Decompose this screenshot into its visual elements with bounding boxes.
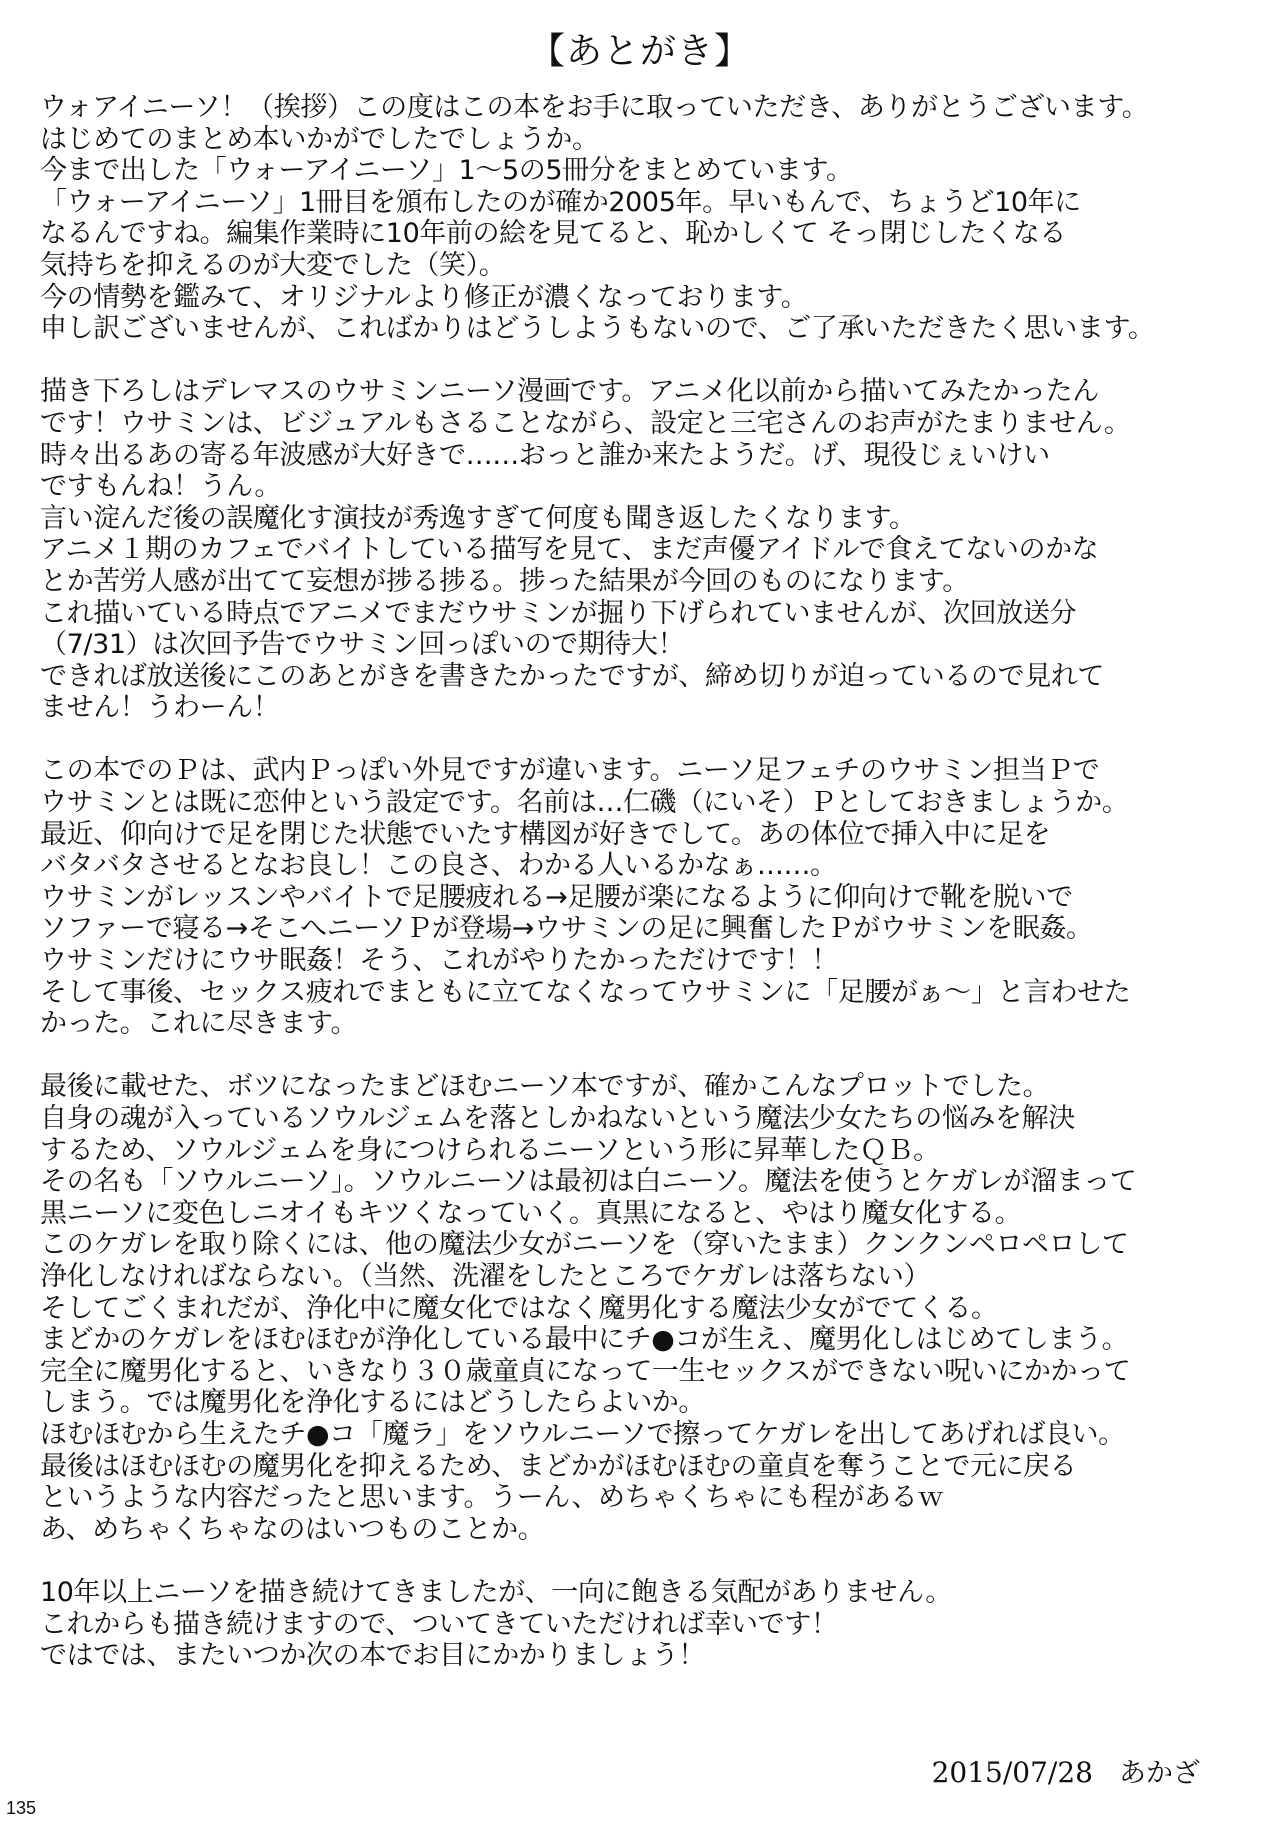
paragraph xyxy=(40,1577,1260,1672)
afterword-body xyxy=(40,92,1260,1672)
page-title: 【あとがき】 xyxy=(528,31,751,72)
text-line: その名も「ソウルニーソ」。ソウルニーソは最初は白ニーソ。魔法を使うとケガレが溜まって xyxy=(40,1166,1137,1198)
paragraph xyxy=(40,92,1260,345)
text-line: 申し訳ございませんが、こればかりはどうしようもないので、ご了承いただきたく思います。 xyxy=(40,313,1155,345)
text-line: しまう。では魔男化を浄化するにはどうしたらよいか。 xyxy=(40,1387,705,1419)
text-line: ウサミンだけにウサ眠姦！そう、これがやりたかっただけです！！ xyxy=(40,945,838,977)
paragraph-gap xyxy=(40,1545,1260,1577)
text-line: とか苦労人感が出てて妄想が捗る捗る。捗った結果が今回のものになります。 xyxy=(40,565,969,597)
text-line: というような内容だったと思います。うーん、めちゃくちゃにも程があるｗ xyxy=(40,1482,944,1514)
text-line: 最近、仰向けで足を閉じた状態でいたす構図が好きでして。あの体位で挿入中に足を xyxy=(40,818,1051,850)
text-line: 「ウォーアイニーソ」1冊目を頒布したのが確か2005年。早いもんで、ちょうど10年に xyxy=(40,186,1081,218)
text-line: できれば放送後にこのあとがきを書きたかったですが、締め切りが迫っているので見れて xyxy=(40,660,1104,692)
text-line: ウサミンとは既に恋仲という設定です。名前は…仁磯（にいそ）Ｐとしておきましょうか。 xyxy=(40,787,1129,819)
text-line: 完全に魔男化すると、いきなり３０歳童貞になって一生セックスができない呪いにかかって xyxy=(40,1355,1131,1387)
text-line: ではでは、またいつか次の本でお目にかかりましょう！ xyxy=(40,1640,705,1672)
signature-author: あかざ xyxy=(1119,1758,1200,1789)
text-line: アニメ１期のカフェでバイトしている描写を見て、まだ声優アイドルで食えてないのかな xyxy=(40,534,1099,566)
text-line: はじめてのまとめ本いかがでしたでしょうか。 xyxy=(40,123,599,155)
text-line: そして事後、セックス疲れでまともに立てなくなってウサミンに「足腰がぁ～」と言わせた xyxy=(40,976,1131,1008)
text-line: そしてごくまれだが、浄化中に魔女化ではなく魔男化する魔法少女がでてくる。 xyxy=(40,1292,998,1324)
text-line: 今の情勢を鑑みて、オリジナルより修正が濃くなっております。 xyxy=(40,281,808,313)
text-line: 最後に載せた、ボツになったまどほむニーソ本ですが、確かこんなプロットでした。 xyxy=(40,1071,1050,1103)
paragraph-gap xyxy=(40,345,1260,377)
text-line: 時々出るあの寄る年波感が大好きで……おっと誰か来たようだ。げ、現役じぇいけい xyxy=(40,439,1050,471)
text-line: 今まで出した「ウォーアイニーソ」1～5の5冊分をまとめています。 xyxy=(40,155,853,187)
paragraph xyxy=(40,376,1260,724)
text-line: ウサミンがレッスンやバイトで足腰疲れる→足腰が楽になるように仰向けで靴を脱いで xyxy=(40,881,1073,913)
text-line: ですもんね！うん。 xyxy=(40,471,282,503)
text-line: かった。これに尽きます。 xyxy=(40,1008,358,1040)
text-line: するため、ソウルジェムを身につけられるニーソという形に昇華したＱＢ。 xyxy=(40,1134,940,1166)
text-line: 自身の魂が入っているソウルジェムを落としかねないという魔法少女たちの悩みを解決 xyxy=(40,1103,1075,1134)
text-line: これからも描き続けますので、ついてきていただければ幸いです！ xyxy=(40,1608,838,1640)
text-line: なるんですね。編集作業時に10年前の絵を見てると、恥かしくて そっ閉じしたくなる xyxy=(40,218,1066,250)
text-line: ウォアイニーソ！（挨拶）この度はこの本をお手に取っていただき、ありがとうございます。 xyxy=(40,92,1149,123)
paragraph xyxy=(40,1071,1260,1545)
text-line: 気持ちを抑えるのが大変でした（笑）。 xyxy=(40,249,506,281)
page-number: 135 xyxy=(6,1798,37,1818)
text-line: （7/31）は次回予告でウサミン回っぽいので期待大！ xyxy=(40,629,685,661)
text-line: です！ウサミンは、ビジュアルもさることながら、設定と三宅さんのお声がたまりません。 xyxy=(40,407,1131,439)
signature-date: 2015/07/28 xyxy=(931,1756,1093,1789)
signature xyxy=(932,1756,1200,1791)
text-line: 10年以上ニーソを描き続けてきましたが、一向に飽きる気配がありません。 xyxy=(40,1576,952,1608)
text-line: バタバタさせるとなお良し！この良さ、わかる人いるかなぁ……。 xyxy=(40,850,837,882)
paragraph-gap xyxy=(40,724,1260,756)
text-line: あ、めちゃくちゃなのはいつものことか。 xyxy=(40,1513,545,1545)
text-line: この本でのＰは、武内Ｐっぽい外見ですが違います。ニーソ足フェチのウサミン担当Ｐで xyxy=(40,755,1100,787)
text-line: 黒ニーソに変色しニオイもキツくなっていく。真黒になると、やはり魔女化する。 xyxy=(40,1197,1022,1229)
text-line: ません！うわーん！ xyxy=(40,692,280,724)
paragraph xyxy=(40,755,1260,1039)
text-line: 描き下ろしはデレマスのウサミンニーソ漫画です。アニメ化以前から描いてみたかったん xyxy=(40,376,1099,408)
text-line: ソファーで寝る→そこへニーソＰが登場→ウサミンの足に興奮したＰがウサミンを眠姦。 xyxy=(40,913,1093,945)
text-line: これ描いている時点でアニメでまだウサミンが掘り下げられていませんが、次回放送分 xyxy=(40,597,1077,629)
text-line: 言い淀んだ後の誤魔化す演技が秀逸すぎて何度も聞き返したくなります。 xyxy=(40,502,916,534)
text-line: 浄化しなければならない。（当然、洗濯をしたところでケガレは落ちない） xyxy=(40,1260,931,1292)
text-line: このケガレを取り除くには、他の魔法少女がニーソを（穿いたまま）クンクンペロペロして xyxy=(40,1229,1129,1261)
text-line: 最後はほむほむの魔男化を抑えるため、まどかがほむほむの童貞を奪うことで元に戻る xyxy=(40,1450,1077,1482)
paragraph-gap xyxy=(40,1040,1260,1072)
text-line: ほむほむから生えたチ●コ「魔ラ」をソウルニーソで擦ってケガレを出してあげれば良い。 xyxy=(40,1418,1125,1450)
text-line: まどかのケガレをほむほむが浄化している最中にチ●コが生え、魔男化しはじめてしまう。 xyxy=(40,1324,1129,1356)
